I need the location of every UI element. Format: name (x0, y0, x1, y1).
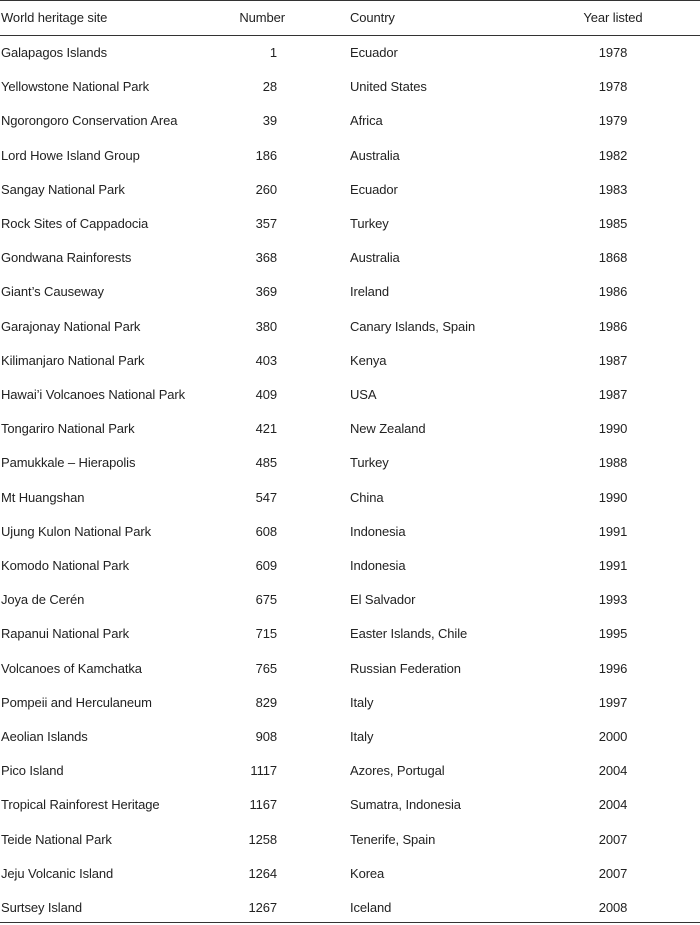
table-row (0, 146, 700, 166)
number-cell: 421 (255, 421, 277, 437)
year-cell: 2007 (598, 865, 628, 881)
country-cell: USA (350, 387, 377, 402)
number-cell: 609 (255, 558, 277, 573)
site-cell: Volcanoes of Kamchatka (1, 660, 142, 676)
country-cell: Ecuador (350, 45, 398, 60)
number-cell: 675 (255, 592, 277, 608)
year-cell: 1982 (598, 147, 628, 163)
table-row (0, 693, 700, 713)
table-row (0, 522, 700, 542)
site-cell: Lord Howe Island Group (1, 147, 140, 163)
table-bottom-rule (0, 922, 700, 923)
table-row (0, 77, 700, 97)
number-cell: 829 (255, 694, 277, 710)
table-row (0, 659, 700, 679)
year-cell: 1979 (598, 113, 628, 129)
number-cell: 186 (255, 147, 277, 163)
country-cell: Iceland (350, 900, 392, 915)
table-top-rule (0, 0, 700, 1)
year-cell: 1991 (598, 558, 628, 573)
site-cell: Rock Sites of Cappadocia (1, 216, 149, 231)
year-cell: 1986 (598, 318, 628, 334)
table-row (0, 624, 700, 644)
country-cell: Turkey (350, 455, 389, 471)
country-cell: Russian Federation (350, 660, 461, 676)
number-cell: 39 (262, 113, 277, 129)
site-cell: Komodo National Park (1, 558, 130, 573)
year-cell: 2004 (598, 797, 628, 813)
year-cell: 1990 (598, 489, 628, 505)
number-cell: 908 (255, 729, 277, 744)
table-header-rule (0, 35, 700, 36)
country-cell: Italy (350, 694, 374, 710)
site-cell: Teide National Park (1, 831, 112, 847)
table-row (0, 43, 700, 63)
site-cell: Mt Huangshan (1, 489, 85, 505)
site-cell: Surtsey Island (1, 900, 82, 915)
year-cell: 1997 (598, 694, 628, 710)
country-cell: United States (350, 79, 427, 95)
table-row (0, 282, 700, 302)
country-cell: Tenerife, Spain (350, 831, 436, 847)
site-cell: Yellowstone National Park (1, 79, 150, 95)
year-cell: 1983 (598, 181, 628, 197)
year-cell: 1996 (598, 660, 628, 676)
site-cell: Giant’s Causeway (1, 284, 104, 300)
country-cell: New Zealand (350, 421, 426, 437)
site-cell: Ngorongoro Conservation Area (1, 113, 178, 129)
table-row (0, 830, 700, 850)
number-cell: 380 (255, 318, 277, 334)
year-cell: 1978 (598, 79, 628, 95)
number-cell: 765 (255, 660, 277, 676)
country-cell: Sumatra, Indonesia (350, 797, 461, 813)
table-row (0, 214, 700, 234)
site-cell: Tongariro National Park (1, 421, 135, 437)
country-cell: Australia (350, 250, 400, 266)
site-cell: Pamukkale – Hierapolis (1, 455, 136, 471)
year-cell: 1978 (598, 45, 628, 60)
site-cell: Gondwana Rainforests (1, 250, 132, 266)
country-cell: Italy (350, 729, 374, 744)
table-row (0, 351, 700, 371)
country-cell: Ecuador (350, 181, 398, 197)
table-row (0, 419, 700, 439)
number-cell: 608 (255, 523, 277, 539)
table-row (0, 761, 700, 781)
country-cell: Indonesia (350, 523, 406, 539)
table-row (0, 385, 700, 405)
year-cell: 2004 (598, 763, 628, 779)
number-cell: 368 (255, 250, 277, 266)
country-cell: Australia (350, 147, 400, 163)
table-row (0, 727, 700, 747)
number-cell: 28 (262, 79, 277, 95)
table-header-row (0, 8, 700, 28)
table-row (0, 111, 700, 131)
year-cell: 2008 (598, 900, 628, 915)
site-cell: Jeju Volcanic Island (1, 865, 114, 881)
site-cell: Joya de Cerén (1, 592, 85, 608)
header-year: Year listed (583, 10, 643, 25)
year-cell: 1991 (598, 523, 628, 539)
country-cell: China (350, 489, 384, 505)
site-cell: Aeolian Islands (1, 729, 88, 744)
country-cell: Africa (350, 113, 383, 129)
country-cell: Kenya (350, 352, 387, 368)
site-cell: Hawai’i Volcanoes National Park (1, 387, 186, 402)
table-row (0, 795, 700, 815)
table-row (0, 453, 700, 473)
year-cell: 1986 (598, 284, 628, 300)
table-row (0, 317, 700, 337)
number-cell: 1 (269, 45, 277, 60)
number-cell: 1264 (248, 865, 277, 881)
year-cell: 1988 (598, 455, 628, 471)
header-number: Number (239, 10, 285, 25)
site-cell: Kilimanjaro National Park (1, 352, 145, 368)
number-cell: 547 (255, 489, 277, 505)
table-row (0, 180, 700, 200)
table-row (0, 488, 700, 508)
country-cell: Easter Islands, Chile (350, 626, 468, 642)
table-row (0, 556, 700, 576)
number-cell: 1258 (248, 831, 277, 847)
number-cell: 260 (255, 181, 277, 197)
year-cell: 1993 (598, 592, 628, 608)
site-cell: Sangay National Park (1, 181, 125, 197)
country-cell: Indonesia (350, 558, 406, 573)
table-row (0, 864, 700, 884)
site-cell: Garajonay National Park (1, 318, 141, 334)
year-cell: 1990 (598, 421, 628, 437)
country-cell: Korea (350, 865, 385, 881)
site-cell: Galapagos Islands (1, 45, 107, 60)
year-cell: 1995 (598, 626, 628, 642)
number-cell: 1117 (250, 763, 277, 779)
year-cell: 1987 (598, 387, 628, 402)
site-cell: Rapanui National Park (1, 626, 129, 642)
site-cell: Pico Island (1, 763, 64, 779)
number-cell: 403 (255, 352, 277, 368)
site-cell: Ujung Kulon National Park (1, 523, 151, 539)
country-cell: Turkey (350, 216, 389, 231)
country-cell: Canary Islands, Spain (350, 318, 476, 334)
table-row (0, 898, 700, 918)
header-country: Country (350, 10, 395, 25)
number-cell: 409 (255, 387, 277, 402)
year-cell: 1985 (598, 216, 628, 231)
number-cell: 485 (255, 455, 277, 471)
header-site: World heritage site (1, 10, 108, 25)
table-row (0, 248, 700, 268)
number-cell: 715 (255, 626, 277, 642)
year-cell: 1987 (598, 352, 628, 368)
country-cell: Azores, Portugal (350, 763, 445, 779)
number-cell: 369 (255, 284, 277, 300)
country-cell: Ireland (350, 284, 390, 300)
year-cell: 2007 (598, 831, 628, 847)
year-cell: 2000 (598, 729, 628, 744)
number-cell: 1167 (249, 797, 277, 813)
site-cell: Tropical Rainforest Heritage (1, 797, 160, 813)
site-cell: Pompeii and Herculaneum (1, 694, 152, 710)
number-cell: 1267 (248, 900, 277, 915)
table-row (0, 590, 700, 610)
number-cell: 357 (255, 216, 277, 231)
year-cell: 1868 (598, 250, 628, 266)
country-cell: El Salvador (350, 592, 416, 608)
